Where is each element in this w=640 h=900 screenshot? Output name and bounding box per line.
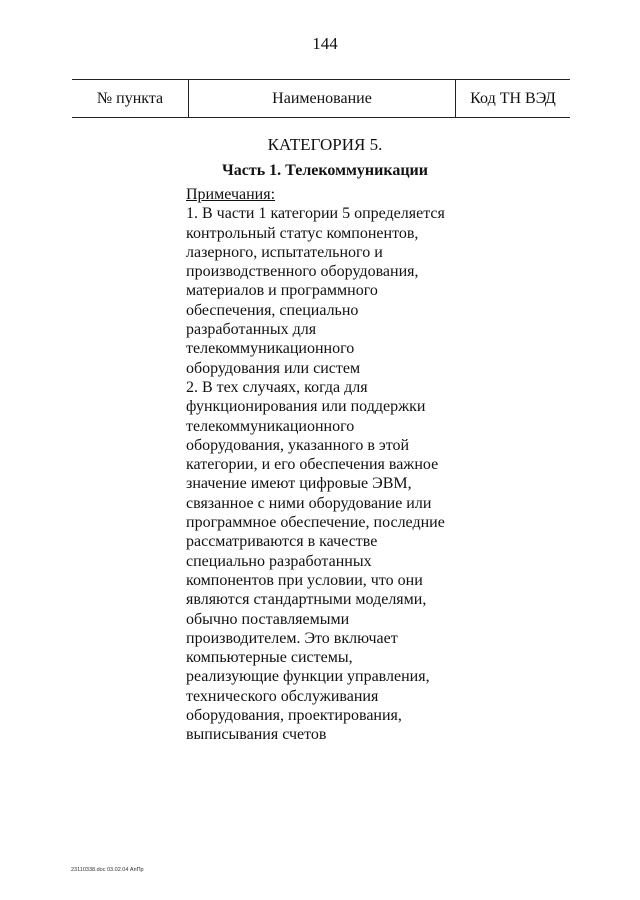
note-line: 2. В тех случаях, когда для — [186, 378, 368, 396]
note-line: оборудования, проектирования, — [186, 707, 402, 725]
note-line: выписывания счетов — [186, 726, 327, 744]
note-line: телекоммуникационного — [186, 340, 355, 358]
note-line: функционирования или поддержки — [186, 398, 426, 416]
note-line: реализующие функции управления, — [186, 668, 430, 686]
table-header — [72, 79, 570, 118]
part-title: Часть 1. Телекоммуникации — [222, 162, 428, 179]
note-line: контрольный статус компонентов, — [186, 224, 419, 242]
note-line: лазерного, испытательного и — [186, 243, 383, 261]
note-line: программное обеспечение, последние — [186, 514, 445, 532]
note-line: технического обслуживания — [186, 687, 379, 705]
column-header-name: Наименование — [188, 80, 456, 117]
note-line: обычно поставляемыми — [186, 610, 350, 628]
notes-lines — [186, 204, 476, 744]
column-header-number: № пункта — [96, 89, 164, 107]
note-line: разработанных для — [186, 321, 317, 339]
note-line: обеспечения, специально — [186, 301, 359, 319]
note-line: являются стандартными моделями, — [186, 591, 427, 609]
category-title: КАТЕГОРИЯ 5. — [267, 135, 383, 154]
notes-heading: Примечания: — [186, 186, 276, 203]
note-line: оборудования, указанного в этой — [186, 436, 410, 454]
note-line: оборудования или систем — [186, 359, 361, 377]
note-line: производственного оборудования, — [186, 263, 419, 281]
note-line: компонентов при условии, что они — [186, 571, 423, 589]
column-header-code: Код ТН ВЭД — [470, 89, 556, 107]
page-number: 144 — [312, 34, 338, 53]
note-line: специально разработанных — [186, 552, 372, 570]
note-line: связанное с ними оборудование или — [186, 494, 432, 512]
note-line: производителем. Это включает — [186, 629, 398, 647]
note-line: рассматриваются в качестве — [186, 533, 378, 551]
note-line: материалов и программного — [186, 282, 378, 300]
note-line: 1. В части 1 категории 5 определяется — [186, 205, 445, 223]
note-line: категории, и его обеспечения важное — [186, 456, 439, 474]
footer-file-info: 23110338.doc 03.02.04 АпПр — [71, 867, 144, 873]
note-line: телекоммуникационного — [186, 417, 355, 435]
note-line: компьютерные системы, — [186, 649, 353, 667]
note-line: значение имеют цифровые ЭВМ, — [186, 475, 412, 493]
notes-block — [186, 185, 476, 745]
